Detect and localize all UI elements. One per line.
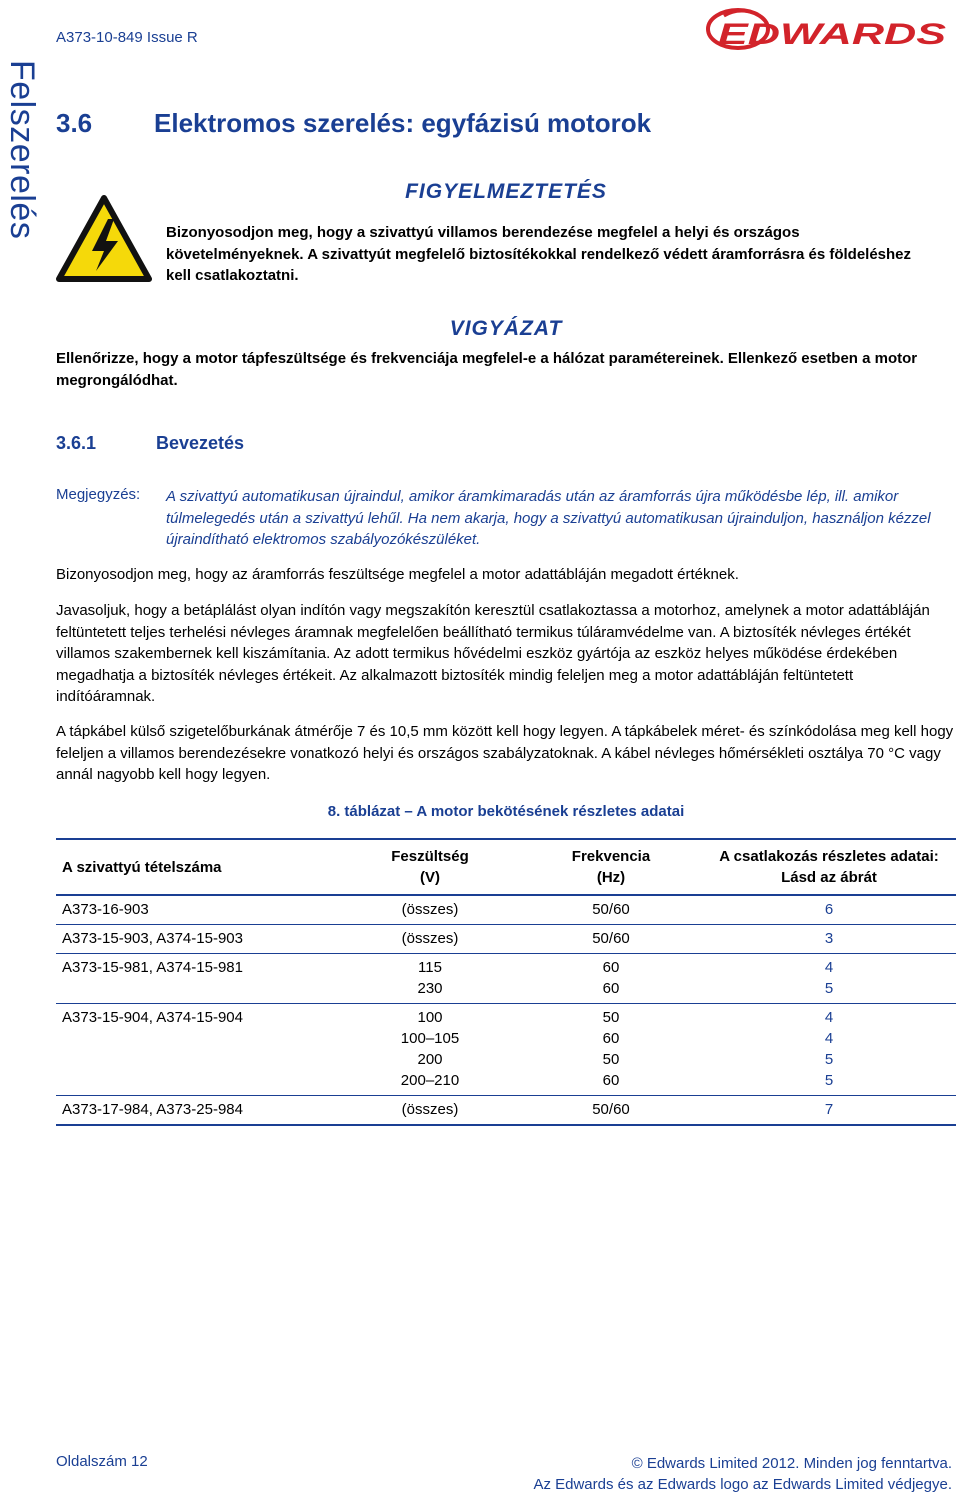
cell-voltage bbox=[340, 954, 520, 1004]
cell-voltage bbox=[340, 925, 520, 954]
cell-voltage-value: 200 bbox=[417, 1051, 443, 1068]
header-part-number: A szivattyú tételszáma bbox=[56, 839, 340, 895]
table-row bbox=[56, 1096, 956, 1126]
header-connection: A csatlakozás részletes adatai: Lásd az ábrát bbox=[702, 839, 956, 895]
cell-frequency bbox=[520, 954, 702, 1004]
electrical-hazard-icon bbox=[56, 195, 152, 283]
cell-voltage-value: 230 bbox=[417, 980, 443, 997]
table-body bbox=[56, 895, 956, 1125]
logo-wordmark: EDWARDS bbox=[718, 18, 946, 50]
cell-voltage-value: (összes) bbox=[401, 901, 459, 918]
header-voltage: Feszültség (V) bbox=[340, 839, 520, 895]
cell-frequency-value: 60 bbox=[602, 1072, 620, 1089]
subsection-title bbox=[56, 433, 244, 454]
cell-voltage-value: 115 bbox=[418, 959, 442, 976]
note-text: A szivattyú automatikusan újraindul, amikor áramkimaradás után az áramforrás újra működésbe lép, ill. amikor túlmelegedés után a szivattyú lehűl. Ha nem akarja, hogy a szivattyú automatikusan újrainduljon, használjon kézzel újraindítható elektromos szabályozókészüléket. bbox=[166, 488, 931, 548]
section-number: 3.6 bbox=[56, 108, 93, 138]
cell-frequency-value: 50/60 bbox=[592, 901, 630, 918]
document-id: A373-10-849 Issue R bbox=[56, 29, 198, 46]
cell-frequency-value: 50/60 bbox=[592, 930, 630, 947]
caution-heading: VIGYÁZAT bbox=[449, 317, 563, 340]
cell-frequency bbox=[520, 1096, 702, 1126]
side-tab-label: Felszerelés bbox=[3, 60, 41, 240]
cell-connection-value: 5 bbox=[824, 1072, 834, 1089]
footer-legal bbox=[533, 1453, 952, 1495]
cell-part-number: A373-15-981, A374-15-981 bbox=[56, 954, 340, 1004]
cell-connection bbox=[702, 954, 956, 1004]
copyright-text: © Edwards Limited 2012. Minden jog fenntartva. bbox=[631, 1455, 952, 1472]
cell-frequency-value: 50 bbox=[602, 1051, 620, 1068]
cell-connection-value: 5 bbox=[824, 1051, 834, 1068]
table-row bbox=[56, 895, 956, 925]
subsection-number: 3.6.1 bbox=[56, 433, 97, 453]
cell-frequency-value: 60 bbox=[602, 959, 620, 976]
cell-connection-value: 6 bbox=[824, 901, 834, 918]
cell-voltage bbox=[340, 895, 520, 925]
table-row bbox=[56, 925, 956, 954]
cell-voltage-value: 100 bbox=[417, 1009, 443, 1026]
trademark-text: Az Edwards és az Edwards logo az Edwards Limited védjegye. bbox=[533, 1476, 952, 1493]
subsection-title-text: Bevezetés bbox=[156, 433, 245, 453]
side-tab bbox=[2, 60, 42, 275]
cell-frequency bbox=[520, 925, 702, 954]
cell-frequency-value: 60 bbox=[602, 1030, 620, 1047]
note-label: Megjegyzés: bbox=[56, 486, 141, 503]
cell-voltage-value: (összes) bbox=[401, 1101, 459, 1118]
cell-connection-value: 4 bbox=[824, 1009, 834, 1026]
cell-frequency-value: 50/60 bbox=[592, 1101, 630, 1118]
cell-connection-value: 4 bbox=[824, 1030, 834, 1047]
section-title bbox=[56, 108, 651, 139]
warning-heading: FIGYELMEZTETÉS bbox=[405, 180, 607, 203]
cell-voltage bbox=[340, 1004, 520, 1096]
cell-frequency-value: 60 bbox=[602, 980, 620, 997]
cell-part-number: A373-15-903, A374-15-903 bbox=[56, 925, 340, 954]
cell-part-number: A373-16-903 bbox=[56, 895, 340, 925]
cell-frequency bbox=[520, 895, 702, 925]
cell-frequency bbox=[520, 1004, 702, 1096]
cell-connection-value: 3 bbox=[824, 930, 834, 947]
cell-connection-value: 7 bbox=[824, 1101, 834, 1118]
cell-connection bbox=[702, 895, 956, 925]
cell-connection bbox=[702, 1004, 956, 1096]
cell-voltage bbox=[340, 1096, 520, 1126]
cell-part-number: A373-17-984, A373-25-984 bbox=[56, 1096, 340, 1126]
caution-text: Ellenőrizze, hogy a motor tápfeszültsége és frekvenciája megfelel-e a hálózat paramétereinek. Ellenkező esetben a motor megrongálódhat. bbox=[56, 350, 918, 389]
cell-voltage-value: 100–105 bbox=[400, 1030, 460, 1047]
cell-part-number: A373-15-904, A374-15-904 bbox=[56, 1004, 340, 1096]
cell-voltage-value: 200–210 bbox=[400, 1072, 460, 1089]
table-header-row bbox=[56, 839, 956, 895]
section-title-text: Elektromos szerelés: egyfázisú motorok bbox=[154, 108, 652, 138]
table-row bbox=[56, 954, 956, 1004]
edwards-logo bbox=[704, 4, 952, 50]
cell-connection bbox=[702, 1096, 956, 1126]
table-caption: 8. táblázat – A motor bekötésének részletes adatai bbox=[327, 803, 685, 820]
page-number: Oldalszám 12 bbox=[56, 1453, 148, 1470]
header-frequency: Frekvencia (Hz) bbox=[520, 839, 702, 895]
body-paragraph: A tápkábel külső szigetelőburkának átmérője 7 és 10,5 mm között kell hogy legyen. A tápkábelek méret- és színkódolása meg kell hogy feleljen a villamos berendezésekre vonatkozó helyi és országos szabályzatoknak. A kábel névleges hőmérsékleti osztálya 70 °C vagy annál nagyobb kell hogy legyen. bbox=[56, 723, 954, 783]
cell-voltage-value: (összes) bbox=[401, 930, 459, 947]
table-row bbox=[56, 1004, 956, 1096]
body-paragraph: Javasoljuk, hogy a betáplálást olyan indítón vagy megszakítón keresztül csatlakoztassa a motorhoz, amelynek a motor adattábláján feltüntetett teljes terhelési névleges áramnak megfelelően beállítható termikus túláramvédelme van. A biztosíték névleges értékét villamos szakembernek kell kiszámítania. Az adott termikus hővédelmi eszköz gyártója az eszköz helyes működése érdekében megadhatja a biztosíték névleges értékeit. Az alkalmazott biztosíték mindig feleljen meg a motor adattábláján feltüntetett indítóáramnak. bbox=[56, 602, 930, 705]
body-paragraph: Bizonyosodjon meg, hogy az áramforrás feszültsége megfelel a motor adattábláján megadott értéknek. bbox=[56, 566, 739, 583]
cell-frequency-value: 50 bbox=[602, 1009, 620, 1026]
cell-connection-value: 5 bbox=[824, 980, 834, 997]
cell-connection bbox=[702, 925, 956, 954]
cell-connection-value: 4 bbox=[824, 959, 834, 976]
motor-connection-table bbox=[56, 838, 956, 1126]
warning-text: Bizonyosodjon meg, hogy a szivattyú villamos berendezése megfelel a helyi és országos követelményeknek. A szivattyút megfelelő biztosítékokkal rendelkező védett áramforrásra és földeléshez kell csatlakoztatni. bbox=[166, 224, 912, 284]
